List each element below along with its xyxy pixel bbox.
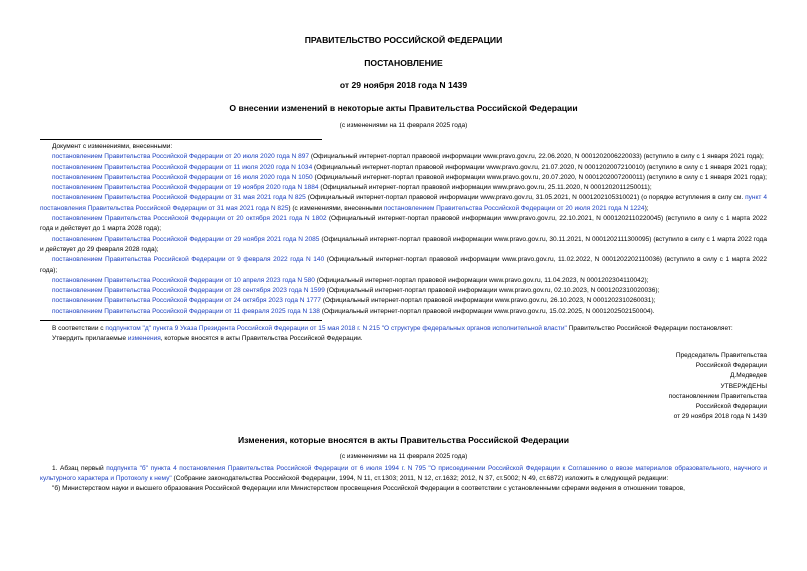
change-link[interactable]: пункт 4 постановления Правительства Российской Федерации от 31 мая 2021 года N 825 [40,194,767,212]
change-item: постановлением Правительства Российской Федерации от 19 ноября 2020 года N 1884 (Официальный интернет-портал правовой информации www.pravo.gov.ru, 25.11.2020, N 0001202011250011); [52,184,652,192]
signature-line: Председатель Правительства [675,351,767,359]
change-item: постановлением Правительства Российской Федерации от 11 февраля 2025 года N 138 (Официальный интернет-портал правовой информации www.pravo.gov.ru, 15.02.2025, N 0001202502150004). [52,307,655,315]
signature-line: от 29 ноября 2018 года N 1439 [673,413,767,421]
change-link[interactable]: постановлением Правительства Российской Федерации от 28 сентября 2023 года N 1599 [52,287,325,295]
doc-date-number: от 29 ноября 2018 года N 1439 [339,80,468,90]
change-link[interactable]: постановлением Правительства Российской Федерации от 11 февраля 2025 года N 138 [52,307,320,315]
divider-top [40,139,322,140]
change-item: постановлением Правительства Российской Федерации от 20 июля 2020 года N 897 (Официальный интернет-портал правовой информации www.pravo.gov.ru, 22.06.2020, N 0001202006220033) (вступило в силу с 1 января 2021 года); [52,153,764,161]
change-link[interactable]: постановлением Правительства Российской Федерации от 9 февраля 2022 года N 140 [52,256,325,264]
annex-body [40,464,767,495]
doc-title: О внесении изменений в некоторые акты Правительства Российской Федерации [229,103,578,113]
change-item: постановлением Правительства Российской Федерации от 24 октября 2023 года N 1777 (Официальный интернет-портал правовой информации www.pravo.gov.ru, 26.10.2023, N 0001202310260031); [52,297,656,305]
changes-intro: Документ с изменениями, внесенными: [52,143,173,150]
change-link[interactable]: постановлением Правительства Российской Федерации от 11 июля 2020 года N 1034 [52,163,313,171]
change-item: постановлением Правительства Российской Федерации от 31 мая 2021 года N 825 (Официальный интернет-портал правовой информации www.pravo.gov.ru, 31.05.2021, N 0001202105310021) (о порядке вступления в силу см. пункт 4 постановления Правительства Российской Федерации от 31 мая 2021 года N 825) (с изменениями, внесенными постановлением Правительства Российской Федерации от 20 июля 2021 года N 1224); [40,194,767,212]
change-item: постановлением Правительства Российской Федерации от 11 июля 2020 года N 1034 (Официальный интернет-портал правовой информации www.pravo.gov.ru, 21.07.2020, N 0001202007210010) (вступило в силу с 1 января 2021 года); [52,163,767,171]
change-link[interactable]: постановлением Правительства Российской Федерации от 20 июля 2021 года N 1224 [383,204,645,212]
change-link[interactable]: постановлением Правительства Российской Федерации от 24 октября 2023 года N 1777 [52,297,321,305]
change-item: постановлением Правительства Российской Федерации от 20 октября 2021 года N 1802 (Официальный интернет-портал правовой информации www.pravo.gov.ru, 22.10.2021, N 0001202110220045) (вступило в силу с 1 марта 2022 года и действует до 1 марта 2028 года); [40,215,768,233]
org-title: ПРАВИТЕЛЬСТВО РОССИЙСКОЙ ФЕДЕРАЦИИ [304,35,503,45]
change-link[interactable]: постановлением Правительства Российской Федерации от 16 июля 2020 года N 1050 [52,173,313,181]
change-link[interactable]: постановлением Правительства Российской Федерации от 20 октября 2021 года N 1802 [52,215,327,223]
change-item: постановлением Правительства Российской Федерации от 16 июля 2020 года N 1050 (Официальный интернет-портал правовой информации www.pravo.gov.ru, 20.07.2020, N 0001202007200011) (вступило в силу с 1 января 2021 года); [52,173,767,181]
annex-edition: (с изменениями на 11 февраля 2025 года) [339,452,468,460]
signature-block [40,351,767,423]
doc-edition: (с изменениями на 11 февраля 2025 года) [339,122,468,129]
changes-list [40,142,767,317]
signature-line: УТВЕРЖДЕНЫ [720,382,767,390]
change-link[interactable]: постановлением Правительства Российской Федерации от 19 ноября 2020 года N 1884 [52,184,319,192]
annex-link[interactable]: подпункта "б" пункта 4 постановления Правительства Российской Федерации от 6 июля 1994 г. N 795 "О присоединении Российской Федерации к Соглашению о ввозе материалов образовательного, научного и культурного характера и Протоколу к нему" [40,464,767,483]
change-item: постановлением Правительства Российской Федерации от 9 февраля 2022 года N 140 (Официальный интернет-портал правовой информации www.pravo.gov.ru, 11.02.2022, N 0001202202110036) (вступило в силу с 1 марта 2022 года); [40,256,767,274]
change-link[interactable]: постановлением Правительства Российской Федерации от 20 июля 2020 года N 897 [52,153,310,161]
change-link[interactable]: постановлением Правительства Российской Федерации от 10 апреля 2023 года N 580 [52,276,315,284]
signature-line: Российской Федерации [695,403,767,411]
annex-paragraph: "б) Министерством науки и высшего образования Российской Федерации или Министерством просвещения Российской Федерации в соответствии с установленными сферами ведения в отношении товаров, [52,485,685,493]
change-item: постановлением Правительства Российской Федерации от 10 апреля 2023 года N 580 (Официальный интернет-портал правовой информации www.pravo.gov.ru, 11.04.2023, N 0001202304110042); [52,276,649,284]
signature-line: Д.Медведев [730,372,767,380]
change-item: постановлением Правительства Российской Федерации от 28 сентября 2023 года N 1599 (Официальный интернет-портал правовой информации www.pravo.gov.ru, 02.10.2023, N 0001202310020036); [52,287,660,295]
divider-bottom [40,320,322,321]
annex-title: Изменения, которые вносятся в акты Правительства Российской Федерации [237,434,569,445]
annex-paragraph: 1. Абзац первый подпункта "б" пункта 4 постановления Правительства Российской Федерации от 6 июля 1994 г. N 795 "О присоединении Российской Федерации к Соглашению о ввозе материалов образовательного, научного и культурного характера и Протоколу к нему" (Собрание законодательства Российской Федерации, 1994, N 11, ст.1303; 2011, N 12, ст.1632; 2012, N 37, ст.5002; N 49, ст.6872) изложить в следующей редакции: [40,464,767,483]
doc-type: ПОСТАНОВЛЕНИЕ [364,58,443,68]
preamble [40,324,767,345]
change-link[interactable]: постановлением Правительства Российской Федерации от 29 ноября 2021 года N 2085 [52,235,320,243]
signature-line: Российской Федерации [695,361,767,369]
change-link[interactable]: постановлением Правительства Российской Федерации от 31 мая 2021 года N 825 [52,194,306,202]
preamble-paragraph: В соответствии с подпунктом "д" пункта 9 Указа Президента Российской Федерации от 15 мая 2018 г. N 215 "О структуре федеральных органов исполнительной власти" Правительство Российской Федерации постановляет: [52,325,733,333]
preamble-paragraph: Утвердить прилагаемые изменения, которые вносятся в акты Правительства Российской Федерации. [52,335,363,343]
changes-link[interactable]: изменения [127,335,161,343]
change-item: постановлением Правительства Российской Федерации от 29 ноября 2021 года N 2085 (Официальный интернет-портал правовой информации www.pravo.gov.ru, 30.11.2021, N 0001202111300095) (вступило в силу с 1 марта 2022 года и действует до 29 февраля 2028 года); [40,235,767,253]
signature-line: постановлением Правительства [668,392,767,400]
decree-link[interactable]: подпунктом "д" пункта 9 Указа Президента Российской Федерации от 15 мая 2018 г. N 215 "О структуре федеральных органов исполнительной власти" [105,325,567,333]
